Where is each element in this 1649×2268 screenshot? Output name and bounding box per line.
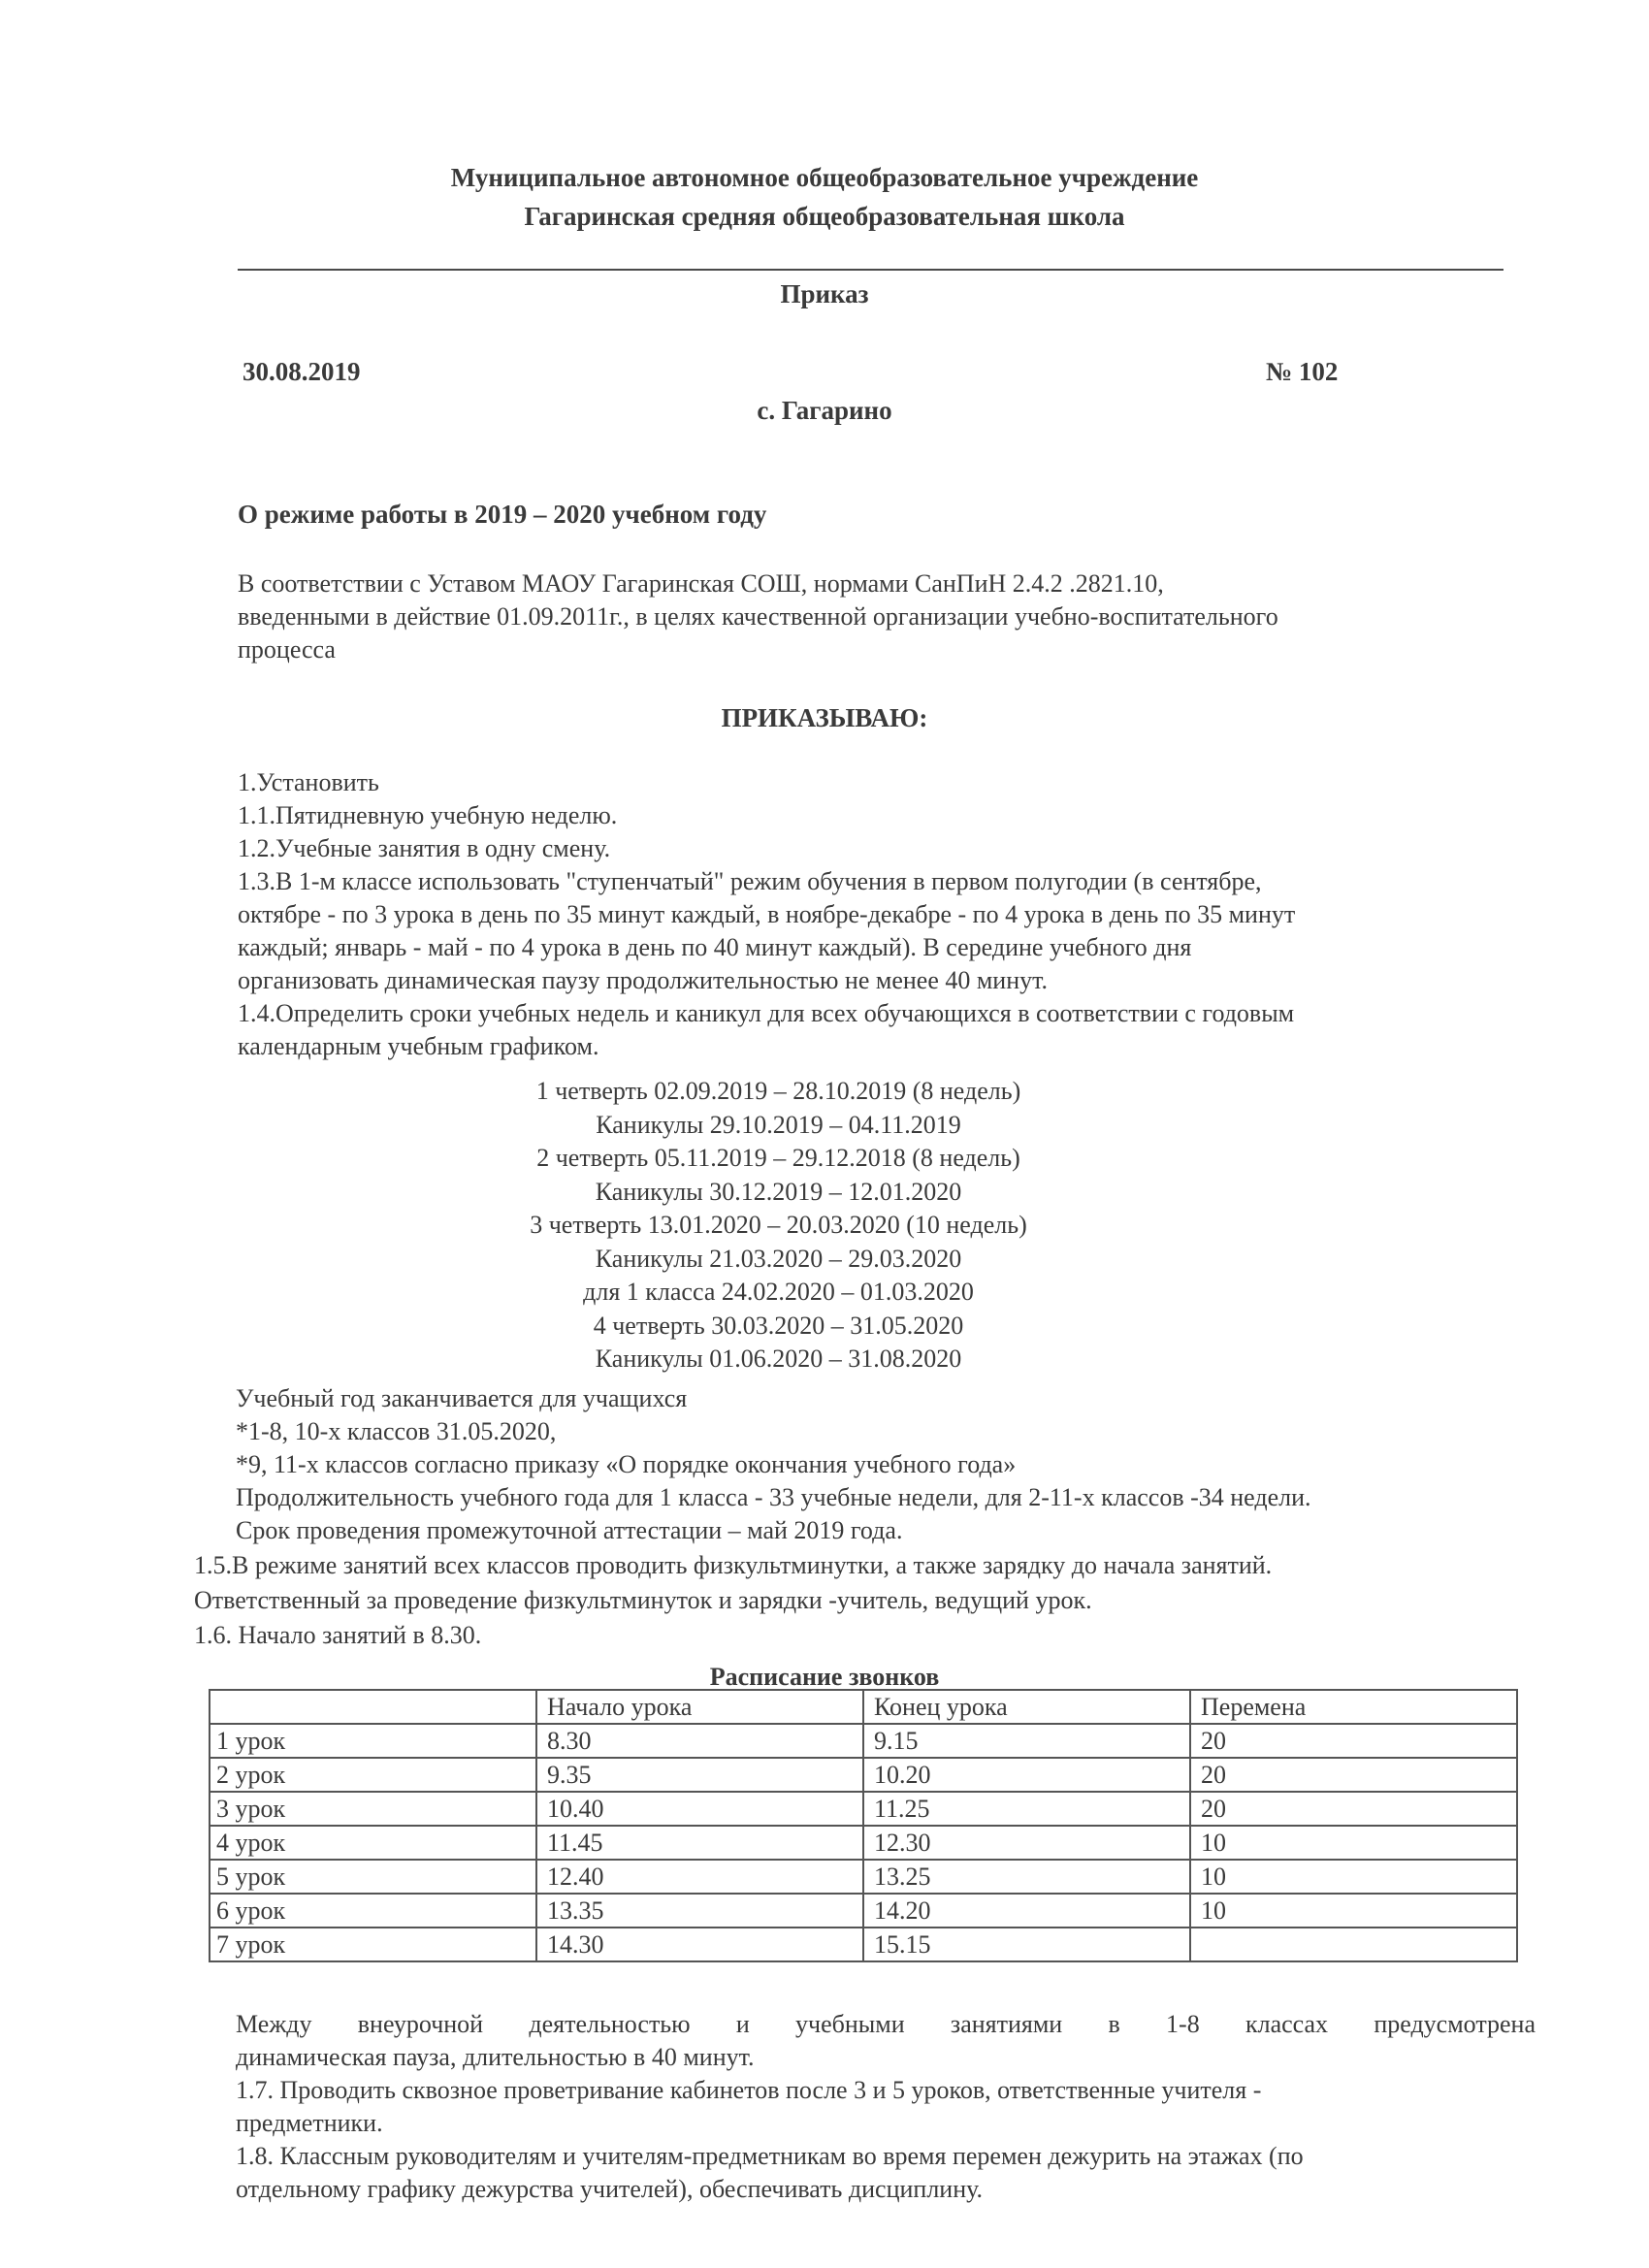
doc-date: 30.08.2019 bbox=[242, 357, 361, 386]
schedule-line: Каникулы 30.12.2019 – 12.01.2020 bbox=[595, 1177, 962, 1206]
item-1-5 bbox=[194, 1548, 1272, 1653]
preamble-line: введенными в действие 01.09.2011г., в целях качественной организации учебно-воспитательного bbox=[238, 602, 1278, 631]
start-cell: 13.35 bbox=[536, 1894, 863, 1928]
year-end-line: Учебный год заканчивается для учащихся bbox=[236, 1384, 688, 1412]
lesson-cell: 2 урок bbox=[210, 1758, 536, 1792]
lesson-cell: 5 урок bbox=[210, 1860, 536, 1894]
schedule-line: Каникулы 21.03.2020 – 29.03.2020 bbox=[595, 1244, 962, 1273]
academic-schedule bbox=[0, 1075, 1649, 1377]
end-cell: 11.25 bbox=[863, 1792, 1190, 1826]
item-line: 1.Установить bbox=[238, 768, 379, 796]
item-line: 1.6. Начало занятий в 8.30. bbox=[194, 1621, 482, 1649]
doc-type: Приказ bbox=[780, 279, 869, 308]
end-cell: 15.15 bbox=[863, 1928, 1190, 1961]
table-row bbox=[210, 1826, 1517, 1860]
lesson-cell: 4 урок bbox=[210, 1826, 536, 1860]
break-cell: 10 bbox=[1190, 1826, 1517, 1860]
year-end-line: *9, 11-х классов согласно приказу «О порядке окончания учебного года» bbox=[236, 1450, 1017, 1478]
org-name-line-1: Муниципальное автономное общеобразовательное учреждение bbox=[450, 163, 1199, 192]
item-line: 1.2.Учебные занятия в одну смену. bbox=[238, 834, 611, 862]
schedule-line: 1 четверть 02.09.2019 – 28.10.2019 (8 недель) bbox=[535, 1077, 1021, 1105]
order-word: ПРИКАЗЫВАЮ: bbox=[721, 703, 928, 732]
item-line: предметники. bbox=[236, 2109, 383, 2137]
item-line: динамическая пауза, длительностью в 40 минут. bbox=[236, 2043, 755, 2071]
bells-title: Расписание звонков bbox=[709, 1663, 940, 1691]
table-header-cell bbox=[210, 1690, 536, 1724]
end-cell: 13.25 bbox=[863, 1860, 1190, 1894]
bell-schedule-table bbox=[209, 1689, 1518, 1962]
items-bottom bbox=[236, 2008, 1536, 2206]
start-cell: 14.30 bbox=[536, 1928, 863, 1961]
table-header-cell: Перемена bbox=[1190, 1690, 1517, 1724]
item-line: календарным учебным графиком. bbox=[238, 1032, 599, 1060]
break-cell: 10 bbox=[1190, 1860, 1517, 1894]
doc-subject: О режиме работы в 2019 – 2020 учебном году bbox=[238, 500, 767, 529]
table-row bbox=[210, 1758, 1517, 1792]
lesson-cell: 3 урок bbox=[210, 1792, 536, 1826]
item-line: Между внеурочной деятельностью и учебными занятиями в 1-8 классах предусмотрена bbox=[236, 2010, 1536, 2038]
schedule-line: Каникулы 01.06.2020 – 31.08.2020 bbox=[595, 1345, 962, 1373]
items-top bbox=[238, 766, 1295, 1063]
end-cell: 14.20 bbox=[863, 1894, 1190, 1928]
start-cell: 9.35 bbox=[536, 1758, 863, 1792]
table-header-cell: Конец урока bbox=[863, 1690, 1190, 1724]
item-line: организовать динамическая паузу продолжительностью не менее 40 минут. bbox=[238, 966, 1049, 994]
lesson-cell: 7 урок bbox=[210, 1928, 536, 1961]
break-cell: 20 bbox=[1190, 1724, 1517, 1758]
doc-place: с. Гагарино bbox=[757, 396, 892, 425]
table-row bbox=[210, 1860, 1517, 1894]
org-name-line-2: Гагаринская средняя общеобразовательная школа bbox=[524, 202, 1125, 231]
table-row bbox=[210, 1894, 1517, 1928]
schedule-line: для 1 класса 24.02.2020 – 01.03.2020 bbox=[583, 1278, 974, 1306]
item-line: каждый; январь - май - по 4 урока в день по 40 минут каждый). В середине учебного дня bbox=[238, 933, 1192, 961]
preamble bbox=[238, 567, 1278, 666]
break-cell: 20 bbox=[1190, 1758, 1517, 1792]
schedule-line: Каникулы 29.10.2019 – 04.11.2019 bbox=[596, 1110, 961, 1139]
doc-number: № 102 bbox=[1266, 357, 1339, 386]
preamble-line: процесса bbox=[238, 635, 336, 664]
schedule-line: 4 четверть 30.03.2020 – 31.05.2020 bbox=[593, 1311, 964, 1340]
item-line: 1.1.Пятидневную учебную неделю. bbox=[238, 801, 618, 829]
year-end-line: Срок проведения промежуточной аттестации – май 2019 года. bbox=[236, 1516, 903, 1544]
header-divider bbox=[238, 269, 1504, 271]
year-end-line: *1-8, 10-х классов 31.05.2020, bbox=[236, 1417, 557, 1445]
item-line: Ответственный за проведение физкультминуток и зарядки -учитель, ведущий урок. bbox=[194, 1586, 1092, 1614]
schedule-line: 2 четверть 05.11.2019 – 29.12.2018 (8 недель) bbox=[536, 1144, 1020, 1172]
break-cell bbox=[1190, 1928, 1517, 1961]
table-header-row bbox=[210, 1690, 1517, 1724]
break-cell: 10 bbox=[1190, 1894, 1517, 1928]
item-line: 1.8. Классным руководителям и учителям-предметникам во время перемен дежурить на этажах (по bbox=[236, 2142, 1304, 2170]
item-line: 1.7. Проводить сквозное проветривание кабинетов после 3 и 5 уроков, ответственные учителя - bbox=[236, 2076, 1262, 2104]
item-line: 1.4.Определить сроки учебных недель и каникул для всех обучающихся в соответствии с годовым bbox=[238, 999, 1295, 1027]
end-cell: 10.20 bbox=[863, 1758, 1190, 1792]
table-header-cell: Начало урока bbox=[536, 1690, 863, 1724]
start-cell: 11.45 bbox=[536, 1826, 863, 1860]
table-row bbox=[210, 1792, 1517, 1826]
year-end-line: Продолжительность учебного года для 1 класса - 33 учебные недели, для 2-11-х классов -34 недели. bbox=[236, 1483, 1311, 1511]
start-cell: 8.30 bbox=[536, 1724, 863, 1758]
year-end-block bbox=[236, 1382, 1311, 1547]
lesson-cell: 1 урок bbox=[210, 1724, 536, 1758]
table-row bbox=[210, 1724, 1517, 1758]
item-line: отдельному графику дежурства учителей), обеспечивать дисциплину. bbox=[236, 2175, 984, 2203]
item-line: октябре - по 3 урока в день по 35 минут каждый, в ноябре-декабре - по 4 урока в день по 35 минут bbox=[238, 900, 1296, 928]
break-cell: 20 bbox=[1190, 1792, 1517, 1826]
item-line: 1.5.В режиме занятий всех классов проводить физкультминутки, а также зарядку до начала занятий. bbox=[194, 1551, 1273, 1579]
schedule-line: 3 четверть 13.01.2020 – 20.03.2020 (10 недель) bbox=[530, 1211, 1027, 1239]
table-row bbox=[210, 1928, 1517, 1961]
lesson-cell: 6 урок bbox=[210, 1894, 536, 1928]
start-cell: 12.40 bbox=[536, 1860, 863, 1894]
item-line: 1.3.В 1-м классе использовать "ступенчатый" режим обучения в первом полугодии (в сентябре, bbox=[238, 867, 1262, 895]
end-cell: 9.15 bbox=[863, 1724, 1190, 1758]
preamble-line: В соответствии с Уставом МАОУ Гагаринская СОШ, нормами СанПиН 2.4.2 .2821.10, bbox=[238, 569, 1164, 598]
start-cell: 10.40 bbox=[536, 1792, 863, 1826]
end-cell: 12.30 bbox=[863, 1826, 1190, 1860]
